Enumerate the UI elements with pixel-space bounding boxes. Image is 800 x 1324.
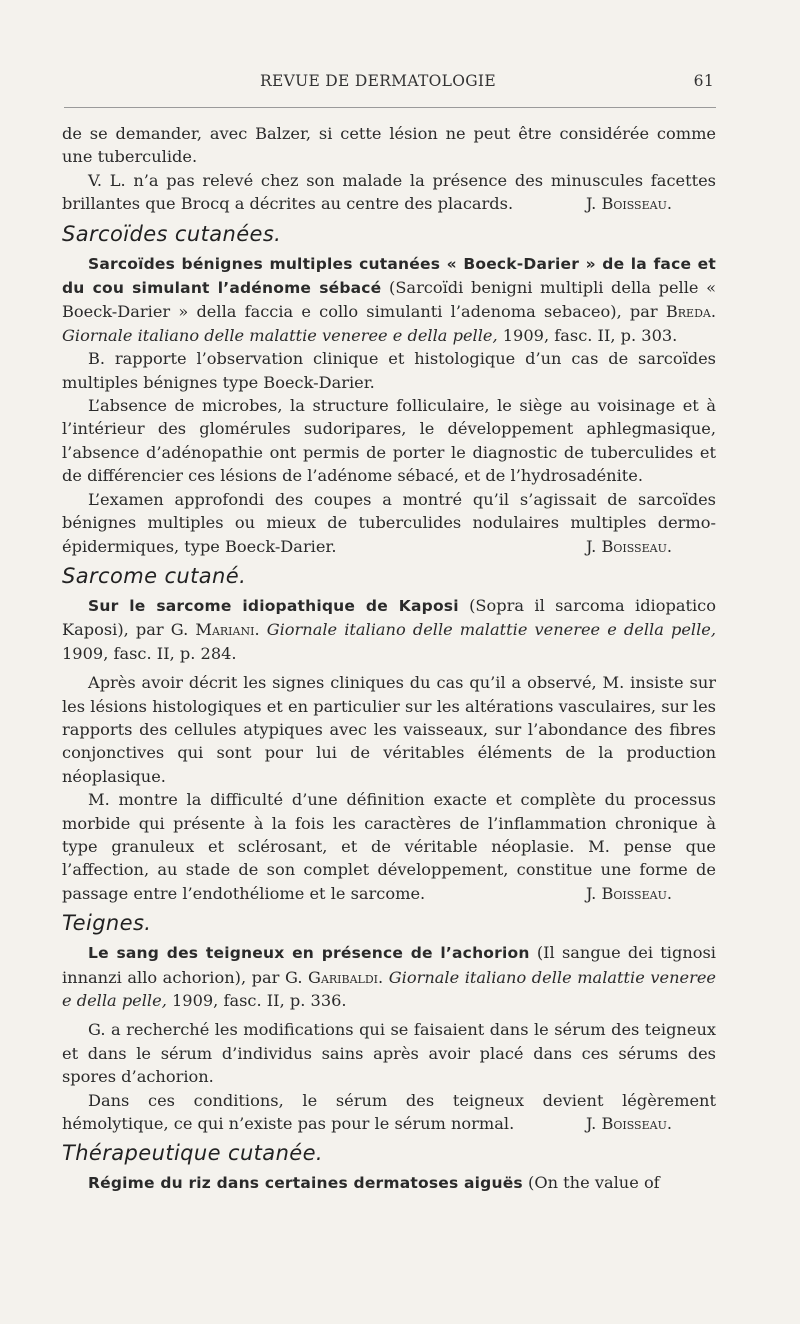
section-heading: Sarcoïdes cutanées. bbox=[62, 221, 282, 246]
paragraph: Dans ces conditions, le sérum des teigneux devient légèrement hémolytique, ce qui n’existe pas pour le sérum normal. J. Boisseau. bbox=[62, 1089, 716, 1136]
journal: Giornale italiano delle malattie veneree e della pelle, bbox=[62, 325, 498, 345]
article-reference: Sarcoïdes bénignes multiples cutanées « Boeck-Darier » de la face et du cou simulant l’adénome sébacé (Sarcoïdi benigni multipli della pelle « Boeck-Darier » della faccia e collo simulanti l’adenoma sebaceo), par Breda. Giornale italiano delle malattie veneree e della pelle, 1909, fasc. II, p. 303. bbox=[62, 254, 716, 345]
article-reference: Sur le sarcome idiopathique de Kaposi (Sopra il sarcoma idiopatico Kaposi), par G. Mariani. Giornale italiano delle malattie veneree e della pelle, 1909, fasc. II, p. 284. bbox=[62, 595, 716, 663]
article-title: Sur le sarcome idiopathique de Kaposi bbox=[88, 596, 459, 615]
paragraph: L’absence de microbes, la structure folliculaire, le siège au voisinage et à l’intérieur des glomérules sudoripares, le développement aphlegmasique, l’absence d’adénopathie ont permis de porter le diagnostic de tuberculides et de différencier ces lésions de l’adénome sébacé, et de l’hydrosadénite. bbox=[62, 396, 716, 486]
journal: Giornale italiano delle malattie veneree e della pelle, bbox=[62, 967, 716, 1010]
paragraph: V. L. n’a pas relevé chez son malade la présence des minuscules facettes brillantes que Brocq a décrites au centre des placards. J. Boisseau. bbox=[62, 169, 716, 216]
page-number: 61 bbox=[693, 72, 714, 90]
paragraph: L’examen approfondi des coupes a montré qu’il s’agissait de sarcoïdes bénignes multiples ou mieux de tuberculides nodulaires multiples dermo-épidermiques, type Boeck-Darier. J. Boisseau. bbox=[62, 488, 716, 558]
journal: Giornale italiano delle malattie veneree e della pelle, bbox=[266, 620, 716, 640]
author: Breda bbox=[665, 302, 711, 322]
author: Garibaldi. bbox=[308, 967, 384, 987]
article-title: Régime du riz dans certaines dermatoses aiguës bbox=[88, 1174, 523, 1193]
paragraph: Après avoir décrit les signes cliniques du cas qu’il a observé, M. insiste sur les lésions histologiques et en particulier sur les altérations vasculaires, sur les rapports des cellules atypiques avec les vaisseaux, sur l’abondance des fibres conjonctives qui sont pour lui de véritables éléments de la production néoplasique. bbox=[62, 673, 716, 786]
author: Mariani bbox=[195, 620, 255, 640]
article-reference: Régime du riz dans certaines dermatoses aiguës (On the value of bbox=[88, 1173, 660, 1193]
page-body bbox=[62, 122, 716, 1196]
article-title: Sarcoïdes bénignes multiples cutanées « Boeck-Darier » de la face et du cou simulant l’adénome sébacé bbox=[62, 254, 716, 298]
signature: J. Boisseau. bbox=[585, 194, 672, 214]
header-rule bbox=[64, 107, 716, 108]
signature: J. Boisseau. bbox=[585, 1114, 672, 1134]
section-heading: Sarcome cutané. bbox=[62, 563, 247, 588]
paragraph: B. rapporte l’observation clinique et histologique d’un cas de sarcoïdes multiples bénignes type Boeck-Darier. bbox=[62, 349, 716, 392]
paragraph: G. a recherché les modifications qui se faisaient dans le sérum des teigneux et dans le sérum d’individus sains après avoir placé dans ces sérums des spores d’achorion. bbox=[62, 1020, 716, 1087]
section-heading: Teignes. bbox=[62, 911, 152, 936]
article-reference: Le sang des teigneux en présence de l’achorion (Il sangue dei tignosi innanzi allo achorion), par G. Garibaldi. Giornale italiano delle malattie veneree e della pelle, 1909, fasc. II, p. 336. bbox=[62, 943, 716, 1010]
journal-title: REVUE DE DERMATOLOGIE bbox=[260, 72, 496, 90]
paragraph: M. montre la difficulté d’une définition exacte et complète du processus morbide qui présente à la fois les caractères de l’inflammation chronique à type granuleux et sclérosant, et de véritable néoplasie. M. pense que l’affection, au stade de son complet développement, constitue une forme de passage entre l’endothéliome et le sarcome. J. Boisseau. bbox=[62, 788, 716, 905]
paragraph: de se demander, avec Balzer, si cette lésion ne peut être considérée comme une tuberculide. bbox=[62, 124, 716, 167]
section-heading: Thérapeutique cutanée. bbox=[62, 1141, 324, 1166]
signature: J. Boisseau. bbox=[585, 883, 672, 903]
signature: J. Boisseau. bbox=[585, 536, 672, 556]
article-title: Le sang des teigneux en présence de l’achorion bbox=[88, 944, 530, 963]
